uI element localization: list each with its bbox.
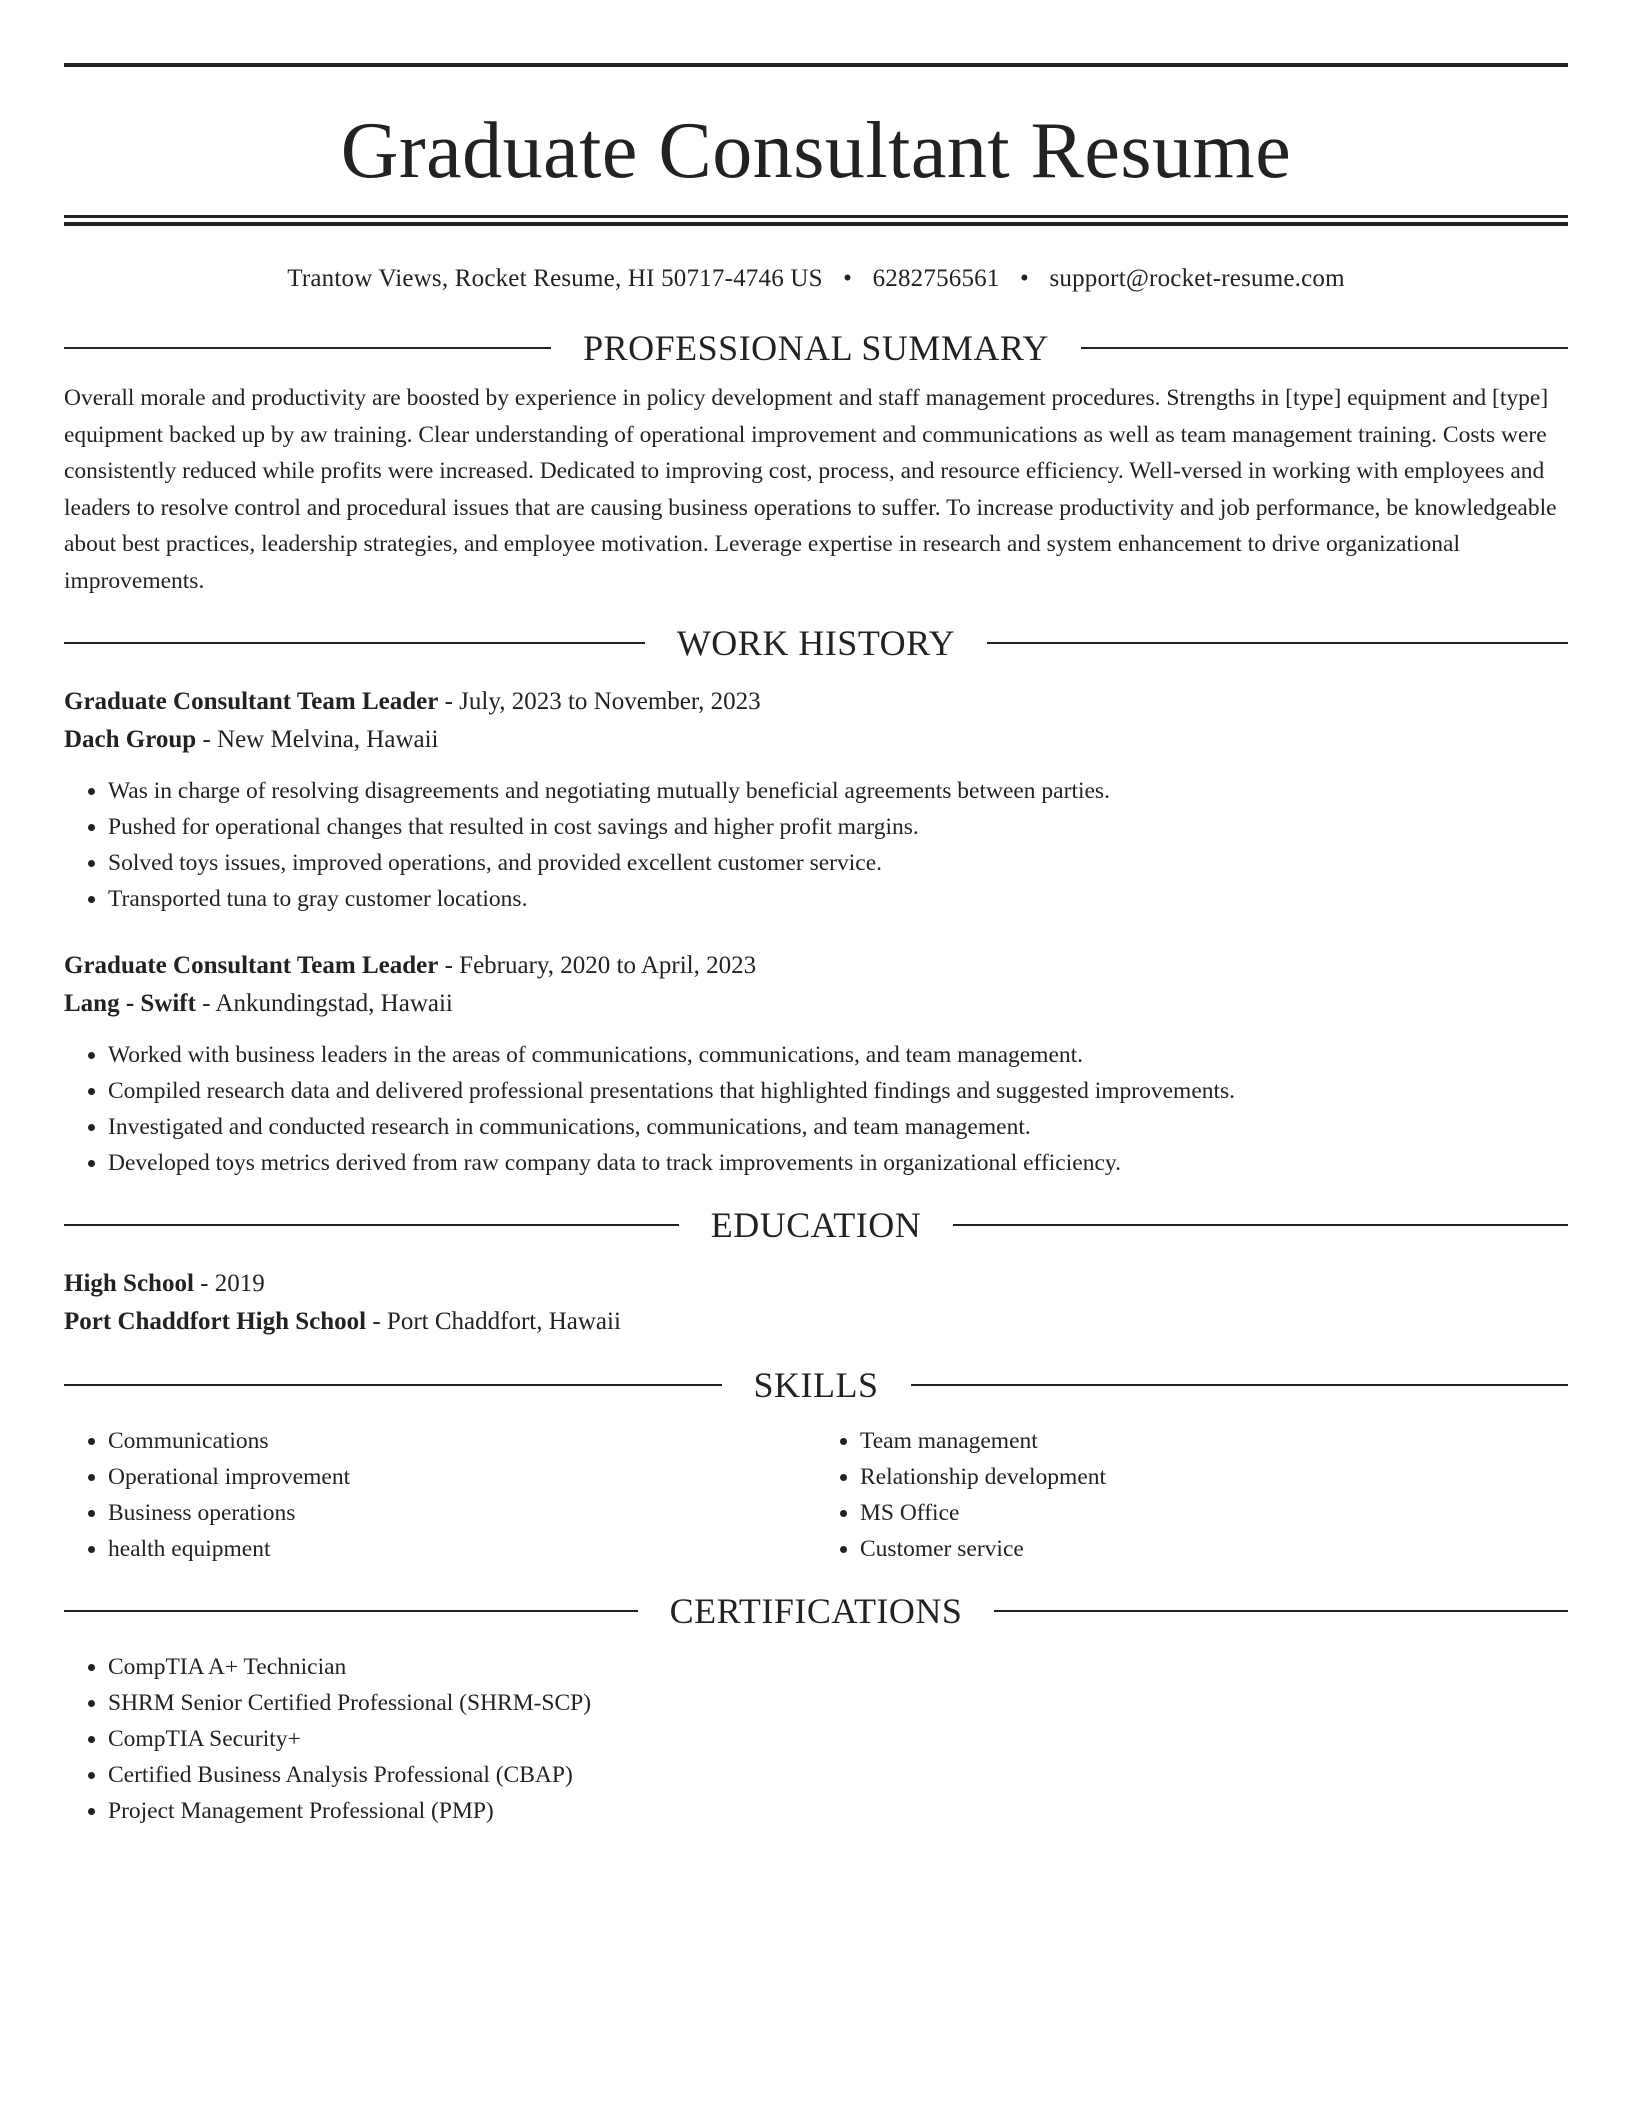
contact-email: support@rocket-resume.com [1049,265,1345,292]
section-title: SKILLS [753,1365,879,1405]
job-company: Lang - Swift [64,990,196,1017]
list-item: • Project Management Professional (PMP) [108,1793,1568,1829]
resume-page [64,0,1568,1829]
heading-rule-left [64,642,645,644]
heading-rule-right [994,1610,1568,1612]
list-item: • SHRM Senior Certified Professional (SHRM-SCP) [108,1685,1568,1721]
job-dates: - July, 2023 to November, 2023 [438,688,761,715]
section-heading-skills [64,1363,1568,1407]
skills-list-right [816,1423,1568,1567]
resume-title: Graduate Consultant Resume [340,107,1292,195]
summary-text: Overall morale and productivity are boosted by experience in policy development and staff management procedures. Strengths in [type] equipment and [type] equipment backed up by aw training. Clear understanding of operational improvement and communications as well as team management training. Costs were consistently reduced while profits were increased. Dedicated to improving cost, process, and resource efficiency. Well-versed in working with employees and leaders to resolve control and procedural issues that are causing business operations to suffer. To increase productivity and job performance, be knowledgeable about best practices, leadership strategies, and employee motivation. Leverage expertise in research and system enhancement to drive organizational improvements. [64,385,1557,594]
heading-rule-left [64,1384,722,1386]
education-school-line [64,1303,1568,1341]
section-title: PROFESSIONAL SUMMARY [583,328,1049,368]
list-item: • Team management [860,1423,1568,1459]
education-entry [64,1265,1568,1341]
heading-rule-left [64,1610,638,1612]
contact-line [64,262,1568,296]
section-heading-summary [64,326,1568,370]
list-item: • Transported tuna to gray customer locations. [108,881,1568,917]
skills-list-left [64,1423,816,1567]
list-item: • Compiled research data and delivered professional presentations that highlighted findings and suggested improvements. [108,1073,1568,1109]
heading-rule-right [1081,347,1568,349]
list-item: • Communications [108,1423,816,1459]
heading-rule-right [987,642,1568,644]
contact-separator: • [1020,265,1029,292]
section-title: EDUCATION [710,1205,922,1245]
list-item: • CompTIA Security+ [108,1721,1568,1757]
list-item: • Developed toys metrics derived from raw company data to track improvements in organizational efficiency. [108,1145,1568,1181]
section-title: WORK HISTORY [676,623,956,663]
list-item: • Customer service [860,1531,1568,1567]
job-title: Graduate Consultant Team Leader [64,688,439,715]
job-location: - New Melvina, Hawaii [196,726,439,753]
list-item: • Was in charge of resolving disagreements and negotiating mutually beneficial agreements between parties. [108,773,1568,809]
education-location: - Port Chaddfort, Hawaii [366,1308,621,1335]
list-item: • Certified Business Analysis Professional (CBAP) [108,1757,1568,1793]
section-heading-work-history [64,621,1568,665]
education-degree: High School [64,1270,194,1297]
certifications-list [64,1649,1568,1829]
heading-rule-right [953,1224,1568,1226]
section-heading-certifications [64,1589,1568,1633]
contact-address: Trantow Views, Rocket Resume, HI 50717-4746 US [287,265,823,292]
list-item: • MS Office [860,1495,1568,1531]
list-item: • Worked with business leaders in the areas of communications, communications, and team management. [108,1037,1568,1073]
list-item: • health equipment [108,1531,816,1567]
section-heading-education [64,1203,1568,1247]
job-entry [64,683,1568,917]
list-item: • Operational improvement [108,1459,816,1495]
heading-rule-right [911,1384,1569,1386]
skills-columns [64,1423,1568,1567]
job-entry [64,947,1568,1181]
list-item: • Solved toys issues, improved operations, and provided excellent customer service. [108,845,1568,881]
title-double-rule [64,215,1568,226]
heading-rule-left [64,347,551,349]
job-title: Graduate Consultant Team Leader [64,952,439,979]
list-item: • Investigated and conducted research in communications, communications, and team management. [108,1109,1568,1145]
list-item: • Business operations [108,1495,816,1531]
education-year: - 2019 [193,1270,265,1297]
section-title: CERTIFICATIONS [669,1591,963,1631]
job-dates: - February, 2020 to April, 2023 [438,952,757,979]
heading-rule-left [64,1224,679,1226]
list-item: • Pushed for operational changes that resulted in cost savings and higher profit margins. [108,809,1568,845]
job-location: - Ankundingstad, Hawaii [195,990,453,1017]
list-item: • CompTIA A+ Technician [108,1649,1568,1685]
contact-separator: • [843,265,853,292]
job-company-line [64,721,1568,759]
job-company-line [64,985,1568,1023]
job-company: Dach Group [64,726,197,753]
education-degree-line [64,1265,1568,1303]
list-item: • Relationship development [860,1459,1568,1495]
job-title-line [64,683,1568,721]
contact-phone: 6282756561 [872,265,1000,292]
education-school: Port Chaddfort High School [64,1308,367,1335]
job-bullets [64,1037,1568,1181]
job-bullets [64,773,1568,917]
job-title-line [64,947,1568,985]
